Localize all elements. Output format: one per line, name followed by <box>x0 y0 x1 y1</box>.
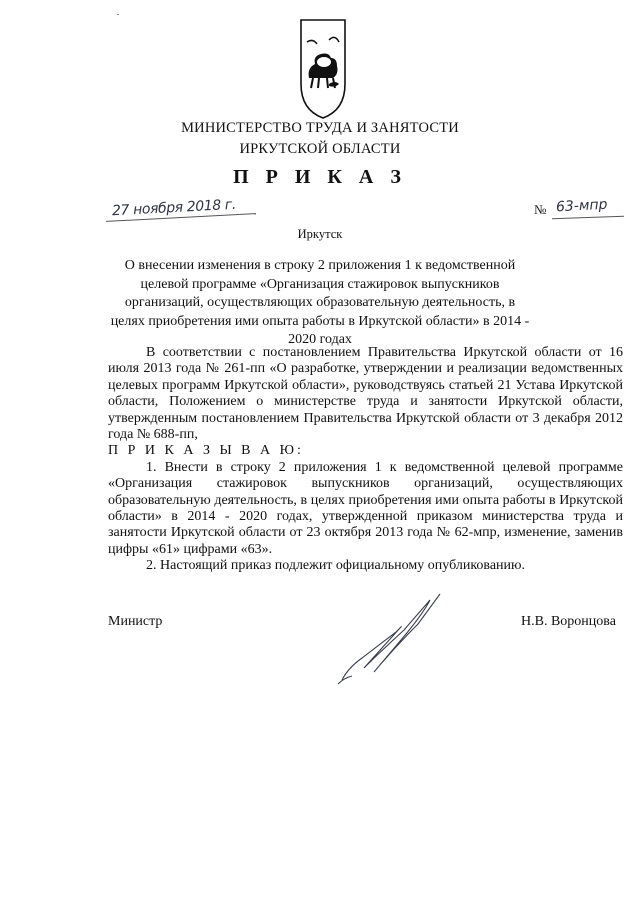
scan-mark <box>117 14 119 15</box>
coat-of-arms-icon <box>299 18 347 120</box>
issue-city: Иркутск <box>297 227 343 241</box>
signatory-name: Н.В. Воронцова <box>521 614 616 629</box>
number-underline <box>552 216 624 220</box>
signatory-role: Министр <box>108 614 163 629</box>
order-body <box>108 345 623 575</box>
document-title: П Р И К А З <box>233 166 407 188</box>
decree-heading: П Р И К А З Ы В А Ю: <box>108 443 304 459</box>
ministry-name-line1: МИНИСТЕРСТВО ТРУДА И ЗАНЯТОСТИ <box>181 120 459 136</box>
order-date: 27 ноября 2018 г. <box>111 196 237 220</box>
order-subject: О внесении изменения в строку 2 приложения 1 к ведомственной целевой программе «Организация стажировок выпускников организаций, осуществляющих образовательную деятельность, в целях приобретения ими опыта работы в Иркутской области» в 2014 - 2020 годах <box>110 258 530 347</box>
order-item-2: 2. Настоящий приказ подлежит официальному опубликованию. <box>146 558 525 574</box>
order-item-1: 1. Внести в строку 2 приложения 1 к ведомственной целевой программе «Организация стажировок выпускников организаций, осуществляющих образовательную деятельность, в целях приобретения ими опыта работы в Иркутской области» в 2014 - 2020 годах, утвержденной приказом министерства труда и занятости Иркутской области от 23 октября 2013 года № 62-мпр, изменение, заменив цифры «61» цифрами «63». <box>108 459 623 557</box>
order-number: 63-мпр <box>555 196 608 216</box>
preamble-paragraph: В соответствии с постановлением Правительства Иркутской области от 16 июля 2013 года № 261-пп «О разработке, утверждении и реализации ведомственных целевых программ Иркутской области», руководствуясь статьей 21 Устава Иркутской области, Положением о министерстве труда и занятости Иркутской области, утвержденным постановлением Правительства Иркутской области от 3 декабря 2012 года № 688-пп, <box>108 345 623 443</box>
number-label: № <box>534 202 547 217</box>
ministry-name-line2: ИРКУТСКОЙ ОБЛАСТИ <box>239 141 401 157</box>
handwritten-signature <box>334 588 454 688</box>
